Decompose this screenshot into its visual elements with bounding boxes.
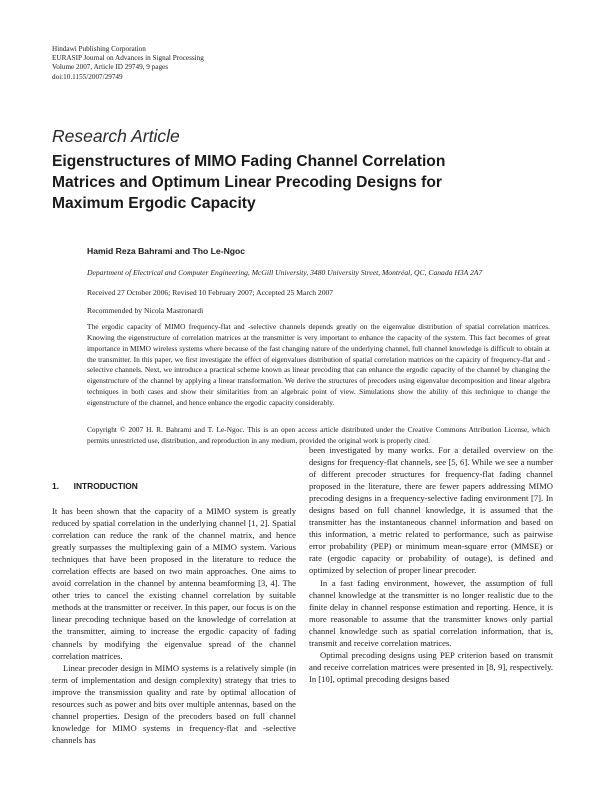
copyright-notice: Copyright © 2007 H. R. Bahrami and T. Le-Ngoc. This is an open access article distributed under the Creative Commons Attribution License, which permits unrestricted use, distribution, and reproduction in any medium, provided the original work is properly cited. [87, 425, 550, 445]
recommended-by: Recommended by Nicola Mastronardi [87, 306, 204, 315]
submission-dates: Received 27 October 2006; Revised 10 February 2007; Accepted 25 March 2007 [87, 288, 334, 297]
journal-header [52, 45, 204, 82]
body-column-left [52, 505, 296, 746]
paragraph: Optimal precoding designs using PEP criterion based on transmit and receive correlation matrices were presented in [8, 9], respectively. In [10], optimal precoding designs based [309, 649, 553, 684]
authors: Hamid Reza Bahrami and Tho Le-Ngoc [87, 246, 246, 256]
publisher: Hindawi Publishing Corporation [52, 45, 146, 53]
affiliation: Department of Electrical and Computer Engineering, McGill University, 3480 University Street, Montréal, QC, Canada H3A 2A7 [87, 268, 483, 277]
abstract: The ergodic capacity of MIMO frequency-flat and -selective channels depends greatly on the eigenvalue distribution of spatial correlation matrices. Knowing the eigenstructure of correlation matrices at the transmitter is very important to enhance the capacity of the system. This fact becomes of great importance in MIMO wireless systems where because of the fast changing nature of the underlying channel, full channel knowledge is difficult to obtain at the transmitter. In this paper, we first investigate the effect of eigenvalues distribution of spatial correlation matrices on the capacity of frequency-flat and -selective channels. Next, we introduce a practical scheme known as linear precoding that can enhance the ergodic capacity of the channel by changing the eigenstructure of the channel by applying a linear transformation. We derive the structures of precoders using eigenvalue decomposition and linear algebra techniques in both cases and show their similarities from an algebraic point of view. Simulations show the ability of this technique to change the eigenstructure of the channel, and hence enhance the ergodic capacity considerably. [87, 322, 550, 407]
section-heading [52, 481, 138, 491]
doi[interactable]: doi:10.1155/2007/29749 [52, 72, 123, 81]
section-number: 1. [52, 481, 59, 491]
paragraph: In a fast fading environment, however, the assumption of full channel knowledge at the transmitter is no longer realistic due to the finite delay in channel response estimation and reporting. Hence, it is more reasonable to assume that the transmitter knows only partial channel knowledge such as spatial correlation information, that is, transmit and receive correlation matrices. [309, 577, 553, 648]
volume-info: Volume 2007, Article ID 29749, 9 pages [52, 63, 169, 72]
paragraph: been investigated by many works. For a detailed overview on the designs for frequency-flat channels, see [5, 6]. While we see a number of different precoder structures for frequency-flat fading channel proposed in the literature, there are fewer papers addressing MIMO precoding designs in a frequency-selective fading environment [7]. In designs based on full channel knowledge, it is assumed that the transmitter has the instantaneous channel information and based on this information, a metric related to performance, such as pairwise error probability (PEP) or minimum mean-square error (MMSE) or rate (ergodic capacity or probability of outage), is defined and optimized by selection of proper linear precoder. [309, 445, 553, 576]
article-type: Research Article [52, 126, 180, 146]
title-line: Maximum Ergodic Capacity [52, 195, 256, 212]
paragraph: It has been shown that the capacity of a MIMO system is greatly reduced by spatial correlation in the underlying channel [1, 2]. Spatial correlation can reduce the rank of the channel matrix, and hence greatly surpasses the multiplexing gain of a MIMO system. Various techniques that have been proposed in the literature to reduce the correlation effects are based on two main approaches. One aims to avoid correlation in the channel by antenna beamforming [3, 4]. The other tries to cancel the existing channel correlation by suitable methods at the transmitter or receiver. In this paper, our focus is on the linear precoding technique based on the knowledge of correlation at the transmitter, aiming to increase the ergodic capacity of fading channels by modifying the eigenvalue spread of the channel correlation matrices. [52, 506, 296, 661]
body-column-right [309, 444, 553, 685]
title-line: Matrices and Optimum Linear Precoding Designs for [52, 174, 442, 191]
journal-name: EURASIP Journal on Advances in Signal Processing [52, 54, 204, 63]
section-title: INTRODUCTION [73, 481, 138, 491]
paragraph: Linear precoder design in MIMO systems is a relatively simple (in term of implementation and design complexity) strategy that tries to improve the transmission quality and rate by optimal allocation of resources such as power and bits over multiple antennas, based on the channel properties. Design of the precoders based on full channel knowledge for MIMO systems in frequency-flat and -selective channels has [52, 662, 296, 745]
paper-title [52, 151, 532, 214]
title-line: Eigenstructures of MIMO Fading Channel Correlation [52, 153, 446, 170]
